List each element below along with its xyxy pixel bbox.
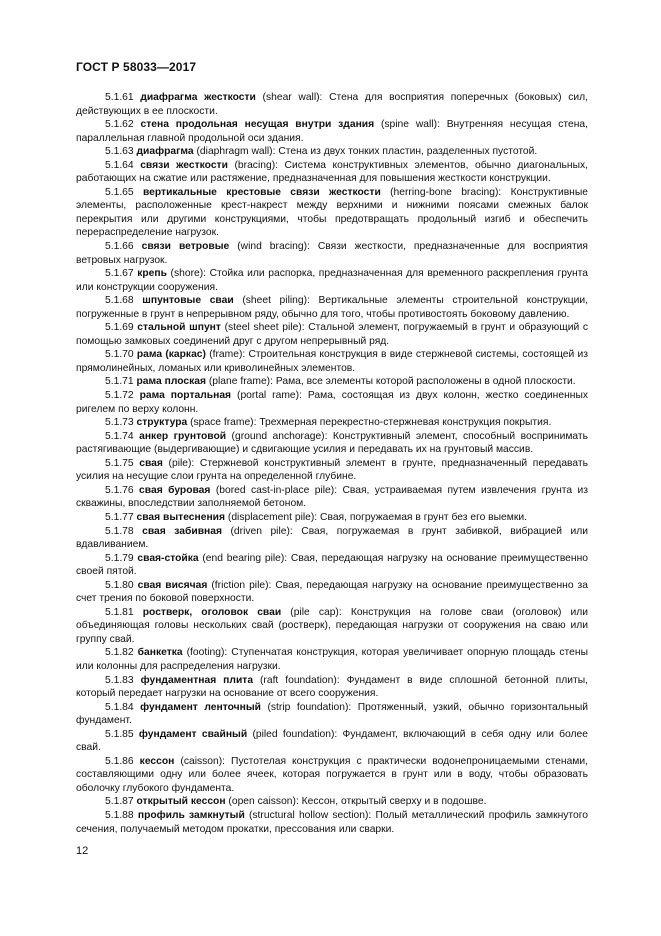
- entry-term: диафрагма: [136, 146, 194, 158]
- entry-number: 5.1.83: [105, 674, 134, 686]
- entry-definition: (open caisson): Кессон, открытый сверху и в подошве.: [225, 796, 487, 808]
- glossary-entry: [76, 118, 588, 145]
- glossary-entry: [76, 525, 588, 552]
- entry-definition: (space frame): Трехмерная перекрестно-стержневая конструкция покрытия.: [187, 417, 552, 429]
- glossary-entry: [76, 646, 588, 673]
- glossary-entry: [76, 552, 588, 579]
- entry-definition: (bracing): Система конструктивных элементов, обычно диагональных, работающих на сжатие или растяжение, предназначенная для повышения жесткости конструкции.: [76, 159, 588, 185]
- glossary-entry: [76, 186, 588, 240]
- entry-term: рама портальная: [139, 390, 232, 402]
- entry-number: 5.1.80: [105, 579, 134, 591]
- entry-number: 5.1.62: [105, 119, 134, 131]
- glossary-entry: [76, 809, 588, 836]
- entry-number: 5.1.77: [105, 511, 134, 523]
- entry-term: кессон: [139, 755, 175, 767]
- entry-number: 5.1.72: [105, 390, 134, 402]
- entry-definition: (frame): Строительная конструкция в виде стержневой системы, состоящей из прямолинейных, ломаных или криволинейных элементов.: [76, 349, 588, 374]
- entry-number: 5.1.68: [105, 295, 134, 307]
- entry-number: 5.1.71: [105, 376, 134, 388]
- entry-definition: (raft foundation): Фундамент в виде сплошной бетонной плиты, который передает нагрузки на основание от всего сооружения.: [76, 674, 588, 700]
- entry-number: 5.1.76: [105, 484, 134, 496]
- entry-term: свая забивная: [142, 525, 222, 537]
- entry-term: рама плоская: [136, 376, 206, 388]
- entry-number: 5.1.70: [105, 349, 134, 361]
- entry-number: 5.1.73: [105, 417, 134, 429]
- entry-definition: (pile cap): Конструкция на голове сваи (оголовок) или объединяющая головы нескольких свай (ростверк), передающая нагрузки от сооружения на сваю или группу свай.: [76, 606, 588, 645]
- page-number: 12: [76, 845, 89, 857]
- entry-term: открытый кессон: [136, 796, 226, 808]
- entry-definition: (piled foundation): Фундамент, включающий в себя одну или более свай.: [76, 728, 588, 754]
- entry-definition: (plane frame): Рама, все элементы которой расположены в одной плоскости.: [206, 376, 576, 388]
- entry-number: 5.1.79: [105, 552, 134, 564]
- entry-term: анкер грунтовой: [139, 430, 227, 442]
- entry-number: 5.1.67: [105, 268, 134, 280]
- glossary-entry: [76, 416, 588, 430]
- entry-definition: (structural hollow section): Полый металлический профиль замкнутого сечения, получаемый методом прокатки, прессования или сварки.: [76, 809, 588, 835]
- glossary-entry: [76, 674, 588, 701]
- entry-number: 5.1.85: [105, 728, 134, 740]
- entry-term: структура: [136, 417, 188, 429]
- glossary-entry: [76, 511, 588, 525]
- entry-number: 5.1.88: [105, 809, 134, 821]
- entry-definition: (shear wall): Стена для восприятия поперечных (боковых) сил, действующих в ее плоскости.: [76, 92, 588, 117]
- entry-term: шпунтовые сваи: [142, 295, 234, 307]
- entry-definition: (driven pile): Свая, погружаемая в грунт забивкой, вибрацией или вдавливанием.: [76, 525, 588, 551]
- entry-number: 5.1.66: [105, 241, 134, 253]
- document-header: ГОСТ Р 58033—2017: [76, 60, 197, 74]
- glossary-entry: [76, 728, 588, 755]
- glossary-entry: [76, 579, 588, 606]
- entry-term: профиль замкнутый: [137, 809, 245, 821]
- entry-number: 5.1.78: [105, 525, 134, 537]
- glossary-entry: [76, 457, 588, 484]
- glossary-entry: [76, 267, 588, 294]
- entry-term: рама (каркас): [136, 349, 206, 361]
- entry-number: 5.1.75: [105, 457, 134, 469]
- entry-definition: (caisson): Пустотелая конструкция с практически водонепроницаемыми стенами, составляющими одну или более ячеек, которая погружается в грунт или в воду, чтобы образовать оболочку глубокого фундамента.: [76, 755, 588, 794]
- entry-definition: (end bearing pile): Свая, передающая нагрузку на основание преимущественно своей пятой.: [76, 552, 588, 578]
- entry-definition: (displacement pile): Свая, погружаемая в грунт без его выемки.: [225, 511, 527, 523]
- entry-definition: (shore): Стойка или распорка, предназначенная для временного раскрепления грунта или конструкции сооружения.: [76, 268, 588, 293]
- entry-term: банкетка: [137, 647, 183, 659]
- glossary-entry: [76, 145, 588, 159]
- glossary-body: [76, 91, 588, 836]
- glossary-entry: [76, 389, 588, 416]
- entry-number: 5.1.65: [105, 186, 134, 198]
- glossary-entry: [76, 240, 588, 267]
- glossary-entry: [76, 321, 588, 348]
- entry-definition: (ground anchorage): Конструктивный элемент, способный воспринимать растягивающие (выдергивающие) и сдвигающие усилия и передавать их на грунтовый массив.: [76, 430, 588, 456]
- entry-term: ростверк, оголовок сваи: [142, 606, 282, 618]
- entry-term: крепь: [137, 268, 167, 280]
- entry-term: стальной шпунт: [137, 322, 221, 334]
- glossary-entry: [76, 375, 588, 389]
- entry-definition: (sheet piling): Вертикальные элементы строительной конструкции, погруженные в грунт в непрерывном ряду, обычно для того, чтобы противостоять боковому давлению.: [76, 295, 588, 320]
- entry-term: вертикальные крестовые связи жесткости: [142, 186, 381, 198]
- entry-definition: (pile): Стержневой конструктивный элемент в грунте, предназначенный передавать усилия на несущие слои грунта на определенной глубине.: [76, 457, 588, 483]
- entry-term: свая: [139, 457, 163, 469]
- glossary-entry: [76, 294, 588, 321]
- entry-term: свая вытеснения: [136, 511, 226, 523]
- entry-term: свая-стойка: [137, 552, 199, 564]
- entry-number: 5.1.86: [105, 755, 134, 767]
- glossary-entry: [76, 484, 588, 511]
- entry-term: связи жесткости: [140, 159, 228, 171]
- entry-number: 5.1.81: [105, 606, 134, 618]
- entry-definition: (spine wall): Внутренняя несущая стена, параллельная главной продольной оси здания.: [76, 119, 588, 144]
- entry-definition: (steel sheet pile): Стальной элемент, погружаемый в грунт и образующий с помощью замковых соединений друг с другом непрерывный ряд.: [76, 322, 588, 347]
- entry-definition: (wind bracing): Связи жесткости, предназначенные для восприятия ветровых нагрузок.: [76, 241, 588, 266]
- entry-term: фундамент ленточный: [140, 701, 261, 713]
- entry-definition: (portal rame): Рама, состоящая из двух колонн, жестко соединенных ригелем по верху колонн.: [76, 390, 589, 415]
- entry-term: стена продольная несущая внутри здания: [140, 119, 375, 131]
- glossary-entry: [76, 348, 588, 375]
- entry-definition: (strip foundation): Протяженный, узкий, обычно горизонтальный фундамент.: [76, 701, 588, 727]
- entry-term: диафрагма жесткости: [140, 92, 256, 103]
- entry-number: 5.1.64: [105, 159, 134, 171]
- entry-number: 5.1.84: [105, 701, 134, 713]
- entry-number: 5.1.82: [105, 647, 134, 659]
- entry-definition: (friction pile): Свая, передающая нагрузку на основание преимущественно за счет трения по боковой поверхности.: [76, 579, 588, 605]
- entry-term: свая висячая: [137, 579, 208, 591]
- entry-definition: (bored cast-in-place pile): Свая, устраиваемая путем извлечения грунта из скважины, впоследствии заполняемой бетоном.: [76, 484, 588, 510]
- entry-term: фундамент свайный: [138, 728, 248, 740]
- entry-definition: (diaphragm wall): Стена из двух тонких пластин, разделенных пустотой.: [193, 146, 538, 158]
- entry-number: 5.1.69: [105, 322, 134, 334]
- glossary-entry: [76, 755, 588, 796]
- glossary-entry: [76, 701, 588, 728]
- entry-definition: (herring-bone bracing): Конструктивные элементы, расположенные крест-накрест между верхними и нижними поясами смежных балок перекрытия или другими конструкциями, чтобы предотвращать продольный изгиб и обеспечить перераспределение нагрузок.: [76, 186, 588, 239]
- entry-number: 5.1.74: [105, 430, 134, 442]
- entry-term: связи ветровые: [141, 241, 230, 253]
- glossary-entry: [76, 606, 588, 647]
- glossary-entry: [76, 159, 588, 186]
- entry-number: 5.1.61: [105, 92, 134, 103]
- glossary-entry: [76, 795, 588, 809]
- entry-definition: (footing): Ступенчатая конструкция, которая увеличивает опорную площадь стены или колонны для распределения нагрузки.: [76, 647, 588, 672]
- entry-term: фундаментная плита: [140, 674, 254, 686]
- glossary-entry: [76, 91, 588, 118]
- entry-number: 5.1.87: [105, 796, 134, 808]
- entry-term: свая буровая: [139, 484, 211, 496]
- entry-number: 5.1.63: [105, 146, 134, 158]
- glossary-entry: [76, 430, 588, 457]
